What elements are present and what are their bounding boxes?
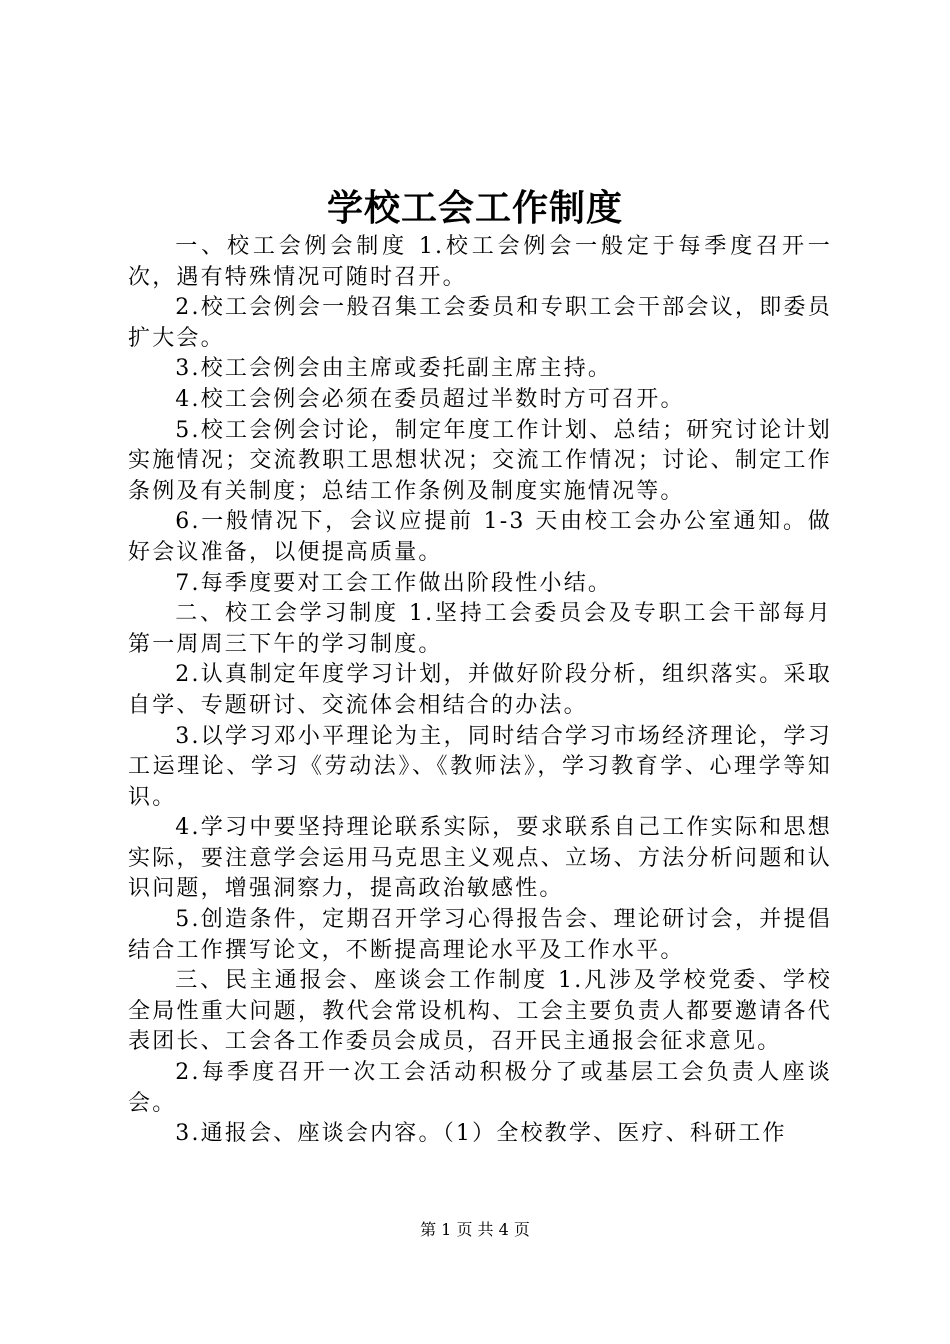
paragraph: 5.创造条件，定期召开学习心得报告会、理论研讨会，并提倡结合工作撰写论文，不断提高理论水平及工作水平。 (128, 907, 832, 963)
document-title: 学校工会工作制度 (326, 187, 623, 229)
paragraph: 3.校工会例会由主席或委托副主席主持。 (175, 356, 613, 382)
paragraph: 4.学习中要坚持理论联系实际，要求联系自己工作实际和思想实际，要注意学会运用马克思主义观点、立场、方法分析问题和认识问题，增强洞察力，提高政治敏感性。 (128, 815, 832, 902)
paragraph: 6.一般情况下，会议应提前 1-3 天由校工会办公室通知。做好会议准备，以便提高质量。 (128, 509, 832, 565)
paragraph: 7.每季度要对工会工作做出阶段性小结。 (175, 570, 613, 596)
paragraph: 三、民主通报会、座谈会工作制度 1.凡涉及学校党委、学校全局性重大问题，教代会常设机构、工会主要负责人都要邀请各代表团长、工会各工作委员会成员，召开民主通报会征求意见。 (128, 968, 832, 1055)
paragraph: 2.认真制定年度学习计划，并做好阶段分析，组织落实。采取自学、专题研讨、交流体会相结合的办法。 (128, 662, 832, 718)
paragraph: 一、校工会例会制度 1.校工会例会一般定于每季度召开一次，遇有特殊情况可随时召开。 (128, 234, 832, 290)
paragraph: 2.校工会例会一般召集工会委员和专职工会干部会议，即委员扩大会。 (128, 295, 832, 351)
paragraph: 二、校工会学习制度 1.坚持工会委员会及专职工会干部每月第一周周三下午的学习制度。 (128, 601, 832, 657)
document-body (128, 232, 832, 1150)
paragraph: 3.以学习邓小平理论为主，同时结合学习市场经济理论，学习工运理论、学习《劳动法》、《教师法》，学习教育学、心理学等知识。 (128, 723, 832, 810)
paragraph: 5.校工会例会讨论，制定年度工作计划、总结；研究讨论计划实施情况；交流教职工思想状况；交流工作情况；讨论、制定工作条例及有关制度；总结工作条例及制度实施情况等。 (128, 417, 832, 504)
page-footer: 第 1 页 共 4 页 (420, 1220, 530, 1239)
paragraph: 2.每季度召开一次工会活动积极分了或基层工会负责人座谈会。 (128, 1060, 832, 1116)
paragraph: 4.校工会例会必须在委员超过半数时方可召开。 (175, 386, 685, 412)
paragraph: 3.通报会、座谈会内容。（1）全校教学、医疗、科研工作 (175, 1121, 787, 1147)
